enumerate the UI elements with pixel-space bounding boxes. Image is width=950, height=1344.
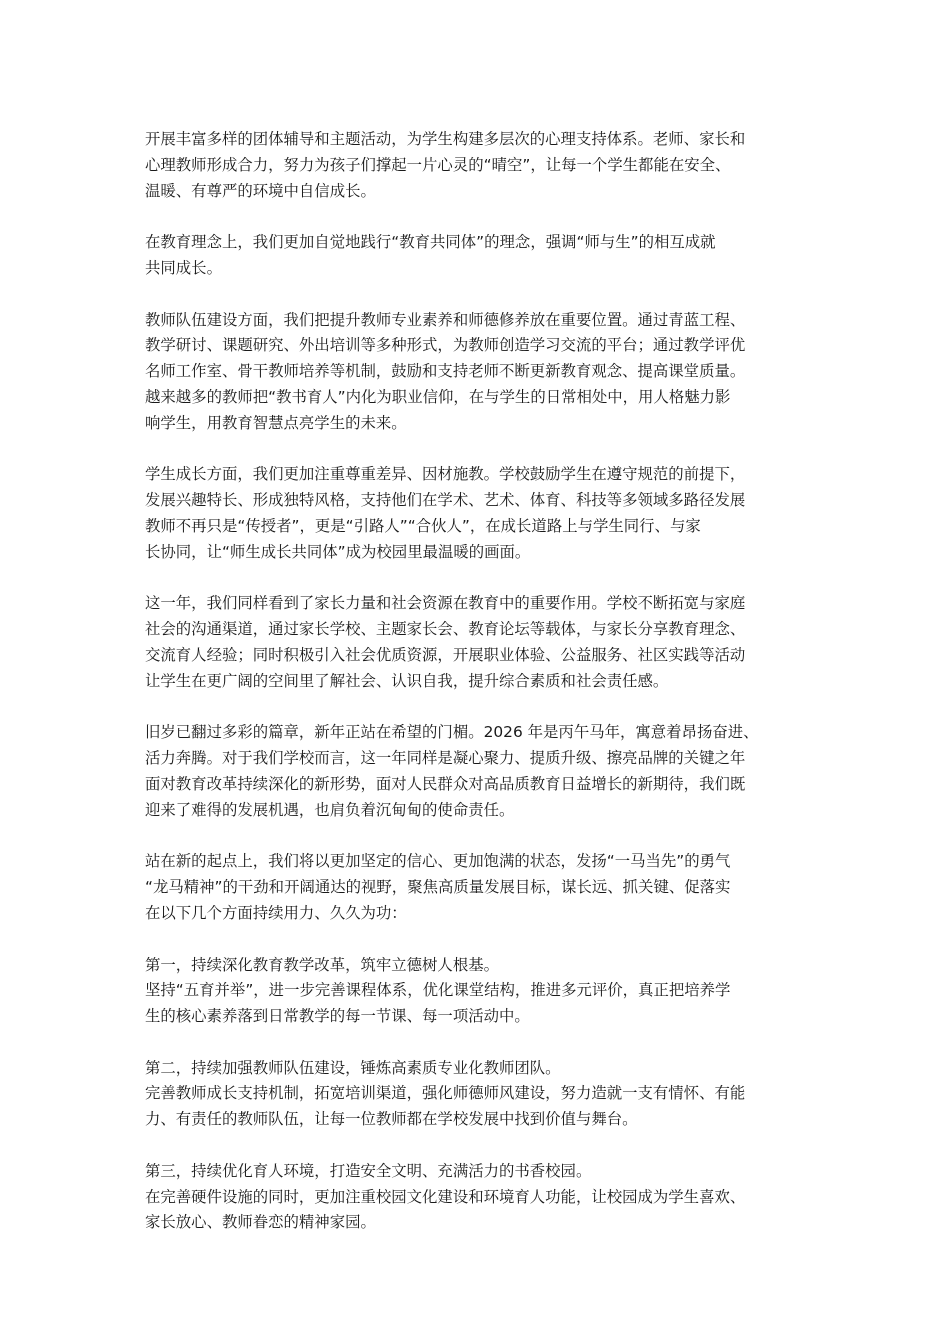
- text-line: 站在新的起点上，我们将以更加坚定的信心、更加饱满的状态，发扬“一马当先”的勇气: [145, 852, 731, 871]
- text-line: 社会的沟通渠道，通过家长学校、主题家长会、教育论坛等载体，与家长分享教育理念、: [145, 620, 746, 639]
- text-line: 长协同，让“师生成长共同体”成为校园里最温暖的画面。: [145, 542, 531, 561]
- text-line: “龙马精神”的干劲和开阔通达的视野，聚焦高质量发展目标，谋长远、抓关键、促落实: [145, 878, 731, 897]
- text-line: 教师队伍建设方面，我们把提升教师专业素养和师德修养放在重要位置。通过青蓝工程、: [145, 310, 746, 329]
- text-line: 力、有责任的教师队伍，让每一位教师都在学校发展中找到价值与舞台。: [145, 1110, 638, 1129]
- paragraph: [145, 1159, 815, 1236]
- paragraph: [145, 230, 815, 282]
- paragraph: [145, 308, 815, 437]
- text-line: 坚持“五育并举”，进一步完善课程体系，优化课堂结构，推进多元评价，真正把培养学: [145, 981, 731, 1000]
- text-line: 让学生在更广阔的空间里了解社会、认识自我，提升综合素质和社会责任感。: [145, 671, 669, 690]
- paragraph: [145, 127, 815, 204]
- text-line: 第二，持续加强教师队伍建设，锤炼高素质专业化教师团队。: [145, 1058, 561, 1077]
- text-line: 第三，持续优化育人环境，打造安全文明、充满活力的书香校园。: [145, 1161, 592, 1180]
- text-line: 这一年，我们同样看到了家长力量和社会资源在教育中的重要作用。学校不断拓宽与家庭: [145, 594, 746, 613]
- paragraph: [145, 849, 815, 926]
- paragraph: [145, 462, 815, 565]
- text-line: 名师工作室、骨干教师培养等机制，鼓励和支持老师不断更新教育观念、提高课堂质量。: [145, 362, 746, 381]
- paragraph: [145, 1056, 815, 1133]
- text-line: 交流育人经验；同时积极引入社会优质资源，开展职业体验、公益服务、社区实践等活动: [145, 645, 746, 664]
- text-line: 学生成长方面，我们更加注重尊重差异、因材施教。学校鼓励学生在遵守规范的前提下，: [145, 465, 746, 484]
- text-line: 教师不再只是“传授者”，更是“引路人”“合伙人”，在成长道路上与学生同行、与家: [145, 516, 701, 535]
- text-line: 家长放心、教师眷恋的精神家园。: [145, 1213, 376, 1232]
- text-line: 心理教师形成合力，努力为孩子们撑起一片心灵的“晴空”，让每一个学生都能在安全、: [145, 155, 731, 174]
- text-line: 第一，持续深化教育教学改革，筑牢立德树人根基。: [145, 955, 499, 974]
- text-line: 活力奔腾。对于我们学校而言，这一年同样是凝心聚力、提质升级、擦亮品牌的关键之年: [145, 749, 746, 768]
- text-line: 响学生，用教育智慧点亮学生的未来。: [145, 413, 407, 432]
- document-body: [145, 127, 815, 1262]
- text-line: 生的核心素养落到日常教学的每一节课、每一项活动中。: [145, 1007, 530, 1026]
- text-line: 在完善硬件设施的同时，更加注重校园文化建设和环境育人功能，让校园成为学生喜欢、: [145, 1187, 746, 1206]
- paragraph: [145, 720, 815, 823]
- text-line: 越来越多的教师把“教书育人”内化为职业信仰，在与学生的日常相处中，用人格魅力影: [145, 387, 731, 406]
- text-line: 在教育理念上，我们更加自觉地践行“教育共同体”的理念，强调“师与生”的相互成就: [145, 233, 716, 252]
- text-line: 完善教师成长支持机制，拓宽培训渠道，强化师德师风建设，努力造就一支有情怀、有能: [145, 1084, 746, 1103]
- text-line: 共同成长。: [145, 258, 222, 277]
- text-line: 旧岁已翻过多彩的篇章，新年正站在希望的门楣。2026 年是丙午马年，寓意着昂扬奋进、: [145, 723, 759, 742]
- paragraph: [145, 591, 815, 694]
- text-line: 面对教育改革持续深化的新形势，面对人民群众对高品质教育日益增长的新期待，我们既: [145, 774, 746, 793]
- text-line: 在以下几个方面持续用力、久久为功：: [145, 903, 407, 922]
- text-line: 发展兴趣特长、形成独特风格，支持他们在学术、艺术、体育、科技等多领域多路径发展: [145, 491, 746, 510]
- text-line: 温暖、有尊严的环境中自信成长。: [145, 181, 376, 200]
- text-line: 开展丰富多样的团体辅导和主题活动，为学生构建多层次的心理支持体系。老师、家长和: [145, 130, 746, 148]
- text-line: 教学研讨、课题研究、外出培训等多种形式，为教师创造学习交流的平台；通过教学评优: [145, 336, 746, 355]
- paragraph: [145, 953, 815, 1030]
- text-line: 迎来了难得的发展机遇，也肩负着沉甸甸的使命责任。: [145, 800, 515, 819]
